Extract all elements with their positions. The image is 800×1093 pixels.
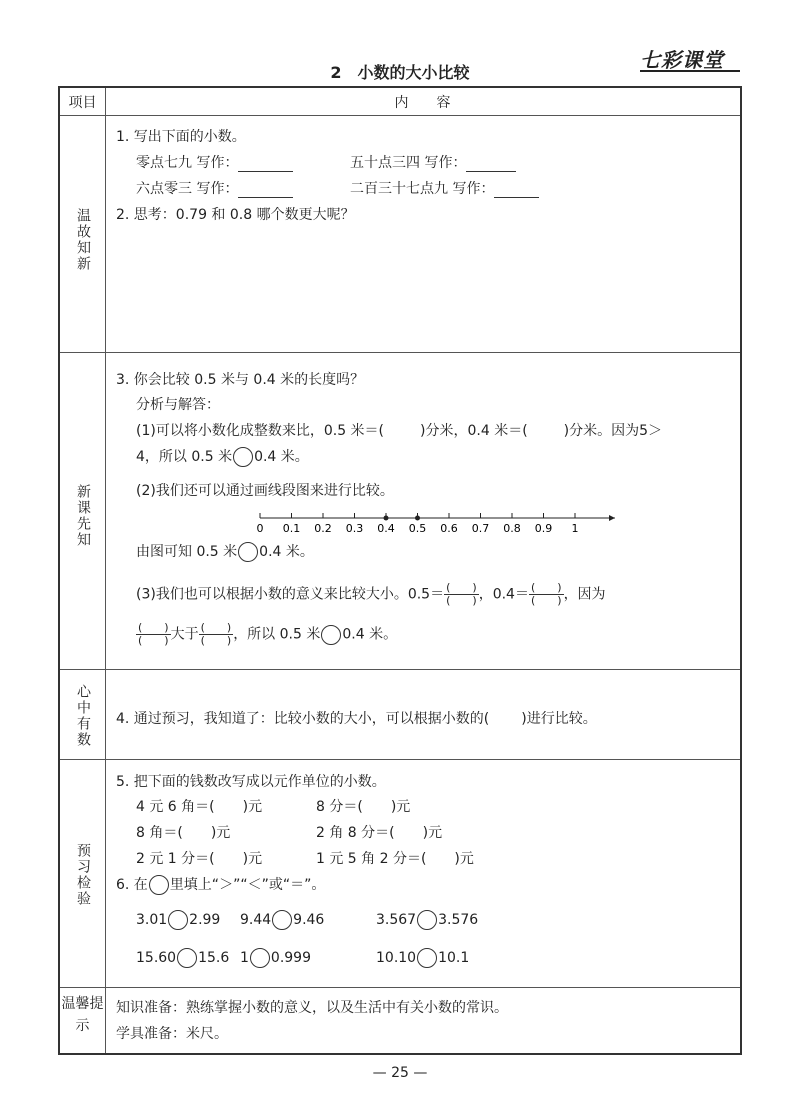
row-divider [60, 759, 740, 760]
number-line-dot [415, 516, 420, 521]
fraction-blank: $\frac{( )}{( )}$ [446, 581, 477, 607]
brand-underline [640, 70, 740, 72]
tip-tools: 学具准备：米尺。 [116, 1026, 228, 1042]
q1-item-a: 零点七九 写作： [136, 152, 293, 172]
compare-circle[interactable] [417, 910, 437, 930]
number-line-label: 0.5 [408, 522, 427, 535]
q3-part3-cont: $\frac{( )}{( )}$ 大于 $\frac{( )}{( )}$ ，所以 0.5 米 0.4 米。 [138, 621, 398, 647]
q4-text: 4. 通过预习，我知道了：比较小数的大小，可以根据小数的( )进行比较。 [116, 711, 597, 727]
page-number: — 25 — [372, 1065, 428, 1081]
q1-title: 1. 写出下面的小数。 [116, 129, 246, 145]
q1-item-c: 六点零三 写作： [136, 178, 293, 198]
compare-circle[interactable] [168, 910, 188, 930]
number-line-label: 1 [571, 522, 579, 535]
q6-title: 6. 在 里填上“＞”“＜”或“＝”。 [116, 877, 326, 893]
header-item: 项目 [68, 95, 97, 111]
section-label-summary: 心中有数 [75, 684, 91, 748]
q1-item-b: 五十点三四 写作： [350, 152, 516, 172]
q3-part2: (2)我们还可以通过画线段图来进行比较。 [136, 483, 394, 499]
compare-circle[interactable] [233, 447, 253, 467]
number-line-label: 0.6 [440, 522, 458, 535]
number-line-label: 0.1 [282, 522, 301, 535]
q5-title: 5. 把下面的钱数改写成以元作单位的小数。 [116, 774, 386, 790]
number-line-label: 0.8 [503, 522, 521, 535]
q5-r2a: 8 角＝( )元 [136, 825, 231, 841]
worksheet-table [58, 86, 742, 1055]
circle-icon [149, 875, 169, 895]
q5-r2b: 2 角 8 分＝( )元 [316, 825, 443, 841]
section-label-check: 预习检验 [75, 843, 91, 907]
number-line-label: 0.2 [314, 522, 332, 535]
number-line-label: 0 [256, 522, 264, 535]
q5-r3b: 1 元 5 角 2 分＝( )元 [316, 851, 474, 867]
page-title: 2 小数的大小比较 [330, 63, 470, 82]
q6-item: 15.60 15.6 [136, 950, 230, 966]
compare-circle[interactable] [272, 910, 292, 930]
number-line-label: 0.4 [377, 522, 395, 535]
q3-part1-cont: 4，所以 0.5 米 0.4 米。 [136, 449, 309, 465]
q5-r1b: 8 分＝( )元 [316, 799, 411, 815]
number-line-dot [384, 516, 389, 521]
row-divider [60, 352, 740, 353]
q2-text: 2. 思考：0.79 和 0.8 哪个数更大呢？ [116, 207, 355, 223]
q5-r1a: 4 元 6 角＝( )元 [136, 799, 263, 815]
section-label-preview: 新课先知 [75, 484, 91, 548]
row-divider [60, 115, 740, 116]
number-line-arrow [609, 515, 615, 521]
number-line-label: 0.3 [345, 522, 364, 535]
column-divider [105, 88, 106, 1053]
compare-circle[interactable] [321, 625, 341, 645]
compare-circle[interactable] [238, 542, 258, 562]
tip-knowledge: 知识准备：熟练掌握小数的意义，以及生活中有关小数的常识。 [116, 1000, 508, 1016]
fraction-blank: $\frac{( )}{( )}$ [530, 581, 562, 607]
q1-item-d: 二百三十七点九 写作： [350, 178, 539, 198]
number-line [250, 506, 620, 536]
q3-title: 3. 你会比较 0.5 米与 0.4 米的长度吗？ [116, 372, 365, 388]
q5-r3a: 2 元 1 分＝( )元 [136, 851, 263, 867]
number-line-label: 0.9 [534, 522, 553, 535]
brand-logo: 七彩课堂 [640, 48, 724, 72]
q6-item: 1 0.999 [240, 950, 312, 966]
fraction-blank: $\frac{( )}{( )}$ [200, 621, 232, 647]
number-line-label: 0.7 [471, 522, 490, 535]
header-content: 内 容 [394, 95, 451, 111]
row-divider [60, 987, 740, 988]
q6-item: 3.01 2.99 [136, 912, 221, 928]
row-divider [60, 669, 740, 670]
q6-item: 10.10 10.1 [376, 950, 470, 966]
q6-item: 3.567 3.576 [376, 912, 479, 928]
section-label-tips: 温馨提示 [61, 996, 104, 1034]
q3-analysis: 分析与解答： [136, 397, 220, 413]
compare-circle[interactable] [250, 948, 270, 968]
compare-circle[interactable] [177, 948, 197, 968]
section-label-review: 温故知新 [75, 208, 91, 272]
fraction-blank: $\frac{( )}{( )}$ [138, 621, 169, 647]
q6-item: 9.44 9.46 [240, 912, 325, 928]
q3-part1: (1)可以将小数化成整数来比，0.5 米＝( )分米，0.4 米＝( )分米。因为5＞ [136, 423, 663, 439]
compare-circle[interactable] [417, 948, 437, 968]
q3-part3: (3)我们也可以根据小数的意义来比较大小。0.5＝ $\frac{( )}{( )}$ ，0.4＝ $\frac{( )}{( )}$ ，因为 [136, 581, 606, 607]
q3-part2-result: 由图可知 0.5 米 0.4 米。 [136, 544, 314, 560]
